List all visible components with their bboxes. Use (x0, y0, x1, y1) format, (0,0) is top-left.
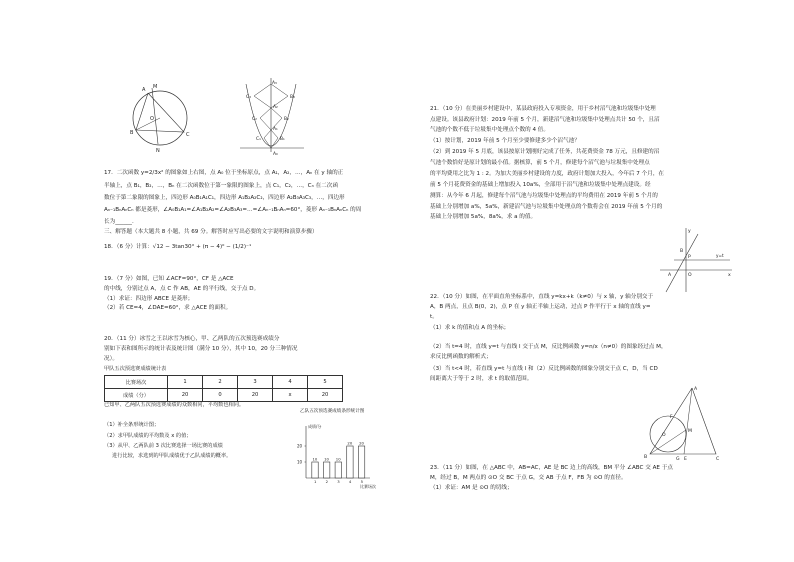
q23-line2: M，经过 B，M 两点的 ⊙O 交 BC 于点 G，交 AB 于点 F，FB 为 ⊙O 的直径。 (430, 475, 627, 481)
chart-bar (323, 462, 329, 478)
table-cell: 1 (168, 376, 203, 389)
chart-bar (347, 446, 353, 478)
triangle-circle-figure (642, 384, 722, 464)
coord-label-y: y (688, 229, 691, 234)
q19-line2: 的中线，分别过点 A，点 C 作 AB，AE 的平行线，交于点 D。 (104, 286, 260, 292)
q17-line3: 数位于第二象限的图象上，四边形 A₀B₁A₁C₁，四边形 A₁B₂A₂C₂，四边形 A₂B₃A₃C₃，…，四边形 (104, 195, 345, 201)
coord-label-a: A (668, 273, 672, 278)
q20-sub3b: 进行比较，求选到的甲队成绩优于乙队成绩的概率。 (112, 453, 232, 459)
score-table (104, 375, 343, 402)
coord-label-x: x (728, 273, 731, 278)
chart-xlabel: 比赛场次 (360, 484, 376, 489)
q20-after: 已知甲、乙两队五次预选赛成绩的众数相同，平均数也相同。 (104, 402, 245, 408)
chart-ytick-label: 10 (297, 459, 303, 465)
q18-text: 18．（6 分）计算：√12 − 3tan30° + (π − 4)⁰ − (1/2)⁻¹ (104, 244, 252, 250)
coord-label-yt: y=t (716, 253, 724, 258)
chart-bar (358, 446, 364, 478)
right-column (420, 0, 794, 562)
chart-bar-label: 10 (324, 456, 329, 462)
q22-sub1: （1）求 k 的值和点 A 的坐标； (430, 325, 510, 331)
table-cell: 20 (168, 389, 203, 402)
section3-heading: 三、解答题（本大题共 8 小题，共 69 分。解答时应写出必要的文字说明和演算步骤） (104, 229, 318, 235)
chart-bar-label: 20 (347, 440, 353, 446)
q22-line1: 22．（10 分）如图，在平面直角坐标系中，直线 y=kx+k（k≠0）与 x 轴，y 轴分别交于 (430, 294, 654, 300)
q17-line4: Aₙ₋₁BₙAₙCₙ 都是菱形，∠A₀B₁A₁=∠A₁B₂A₂=∠A₂B₃A₃=…=∠Aₙ₋₁BₙAₙ=60°，菱形 Aₙ₋₁BₙAₙCₙ 的周 (104, 207, 362, 213)
rhombus-label-a1: A₁ (273, 127, 278, 132)
coordinate-figure (656, 226, 736, 296)
chart-bar (312, 462, 318, 478)
table-cell: 0 (203, 389, 238, 402)
tri-label-b: B (644, 455, 648, 460)
circle-label-c: C (186, 132, 190, 138)
table-cell: x (273, 389, 308, 402)
circle-label-m: M (153, 84, 158, 90)
tri-label-o: O (662, 433, 666, 438)
tri-label-m: M (688, 429, 692, 434)
rhombus-label-c2: C₂ (252, 117, 257, 122)
tri-label-c: C (716, 457, 720, 462)
q17-line2: 半轴上，点 B₁，B₂，…，Bₙ 在二次函数位于第一象限的图象上，点 C₁，C₂，…，Cₙ 在二次函 (104, 183, 338, 189)
chart-bar-label: 20 (359, 440, 364, 446)
chart-x-tick-label: 5 (360, 479, 363, 484)
table-cell: 2 (203, 376, 238, 389)
rhombus-label-a3: A₃ (272, 81, 277, 86)
q21-sub2a: （2）到 2019 年 5 月底，该县按原计划刚好完成了任务，共花费资金 78 万元，且修建的沼 (430, 149, 660, 155)
q20-sub3: （3）从甲、乙两队前 3 次比赛选择一场比赛的成绩 (104, 443, 223, 449)
coord-label-o: O (688, 273, 692, 278)
coord-label-p: P (688, 255, 691, 260)
chart-x-tick-label: 4 (348, 479, 352, 484)
rhombus-label-b1: B₁ (280, 137, 285, 142)
score-table-data-row (105, 389, 343, 402)
parabola-rhombus-figure (238, 78, 308, 158)
tri-label-a: A (694, 387, 698, 392)
q22-line2: A，B 两点，且点 B(0，2)，点 P 在 y 轴正半轴上运动，过点 P 作平行于 x 轴的直线 y= (430, 304, 651, 310)
chart-bar-label: 10 (312, 456, 318, 462)
bar-chart (292, 416, 382, 489)
q23-line1: 23．（11 分）如图，在 △ABC 中，AB=AC，AE 是 BC 边上的高线，BM 平分 ∠ABC 交 AE 于点 (430, 465, 673, 471)
q21-sub2b: 气池个数恰好是原计划的最小值。据核算，前 5 个月，修建每个沼气池与垃圾集中处理点 (430, 160, 650, 166)
q20-sub1: （1）补全条形统计图； (104, 422, 160, 428)
table-cell: 成绩（分） (105, 389, 168, 402)
q21-sub2g: 基础上分别增加 5a%，8a%，求 a 的值。 (430, 214, 537, 220)
tri-label-f: F (670, 415, 673, 420)
q19-line4: （2）若 CE=4，∠DAE=60°，求 △ACE 的面积。 (104, 305, 232, 311)
rhombus-label-b2: B₂ (284, 117, 289, 122)
chart-title: 乙队五次预选赛成绩条形统计图 (300, 409, 365, 414)
q20-sub2: （2）求甲队成绩的平均数及 x 的值； (104, 433, 192, 439)
coord-label-b: B (680, 249, 684, 254)
table-cell: 20 (308, 389, 343, 402)
circle-label-b: B (130, 130, 134, 136)
circle-label-a: A (142, 87, 146, 93)
q20-line1: 20．（11 分）冰雪之王以冰雪为核心，甲、乙两队的五次预选赛成绩分 (104, 336, 280, 342)
chart-x-tick-label: 1 (314, 479, 317, 484)
q22-sub2a: （2）当 t=4 时，直线 y=t 与直线 l 交于点 M，反比例函数 y=n/x（n≠0）的图象经过点 M， (430, 344, 667, 350)
tri-label-e: E (684, 457, 687, 462)
q21-sub1: （1）按计划，2019 年前 5 个月至少要修建多少个沼气池？ (430, 138, 580, 144)
rhombus-label-a0: A₀ (273, 152, 278, 157)
q22-line3: t。 (430, 314, 438, 320)
q21-sub2e: 测算：从今年 6 月起，修建每个沼气池与垃圾集中处理点的平均费用在 2019 年前 5 个月的 (430, 193, 658, 199)
score-table-title: 甲队五次预选赛成绩统计表 (104, 366, 167, 372)
circle-label-n: N (156, 148, 160, 154)
q22-sub3b: 间距离大于等于 2 时，求 t 的取值范围。 (430, 376, 533, 382)
chart-x-tick-label: 3 (337, 479, 340, 484)
table-cell: 20 (238, 389, 273, 402)
q20-line3: 况）。 (104, 356, 118, 362)
q21-line3: 气池的个数不低于垃圾集中处理点个数的 4 倍。 (430, 127, 549, 133)
table-cell: 比赛场次 (105, 376, 168, 389)
rhombus-label-c1: C₁ (256, 137, 261, 142)
q19-line1: 19．（7 分）如图，已知 ∠ACF=90°，CF 是 △ACE (104, 276, 234, 282)
rhombus-label-c3: C₃ (246, 95, 251, 100)
q19-line3: （1）求证：四边形 ABCE 是菱形； (104, 296, 194, 302)
table-cell: 4 (273, 376, 308, 389)
circle-figure (126, 84, 206, 164)
circle-label-o: O (150, 116, 154, 122)
table-cell: 3 (238, 376, 273, 389)
q21-sub2d: 前 5 个月花费资金的基础上增加投入 10a%，全部用于沼气池和垃圾集中处理点建设。经 (430, 182, 651, 188)
q21-sub2c: 的平均费用之比为 1 : 2。为加大美丽乡村建设的力度，政府计划加大投入，今年后 7 个月，在 (430, 171, 665, 177)
rhombus-label-a2: A₂ (273, 105, 278, 110)
tri-label-g: G (676, 457, 680, 462)
q22-sub3a: （3）当 t<4 时，若直线 y=t 与直线 l 和（2）反比例函数的图象分别交于点 C，D，当 CD (430, 366, 658, 372)
table-cell: 5 (308, 376, 343, 389)
rhombus-label-b3: B₃ (290, 95, 295, 100)
q22-sub2b: 求反比例函数的解析式； (430, 354, 492, 360)
q17-line1: 17．二次函数 y=2/3x² 的图象如上右图，点 A₀ 位于坐标原点，点 A₁，A₂，…，Aₙ 在 y 轴的正 (104, 170, 344, 176)
chart-ytick-label: 20 (297, 443, 303, 449)
q17-line5: 长为______. (104, 219, 134, 225)
q20-line2: 别如下表和图所示的统计表及统计图（满分 10 分），其中 10，20 分三种情况 (104, 346, 298, 352)
chart-ylabel: 成绩/分 (308, 424, 322, 429)
score-table-header-row (105, 376, 343, 389)
q21-line1: 21．（10 分）在美丽乡村建设中，某县政府投入专项资金，用于乡村沼气池和垃圾集中处理 (430, 106, 656, 112)
q21-line2: 点建设。该县政府计划：2019 年前 5 个月，新建沼气池和垃圾集中处理点共计 50 个，且沼 (430, 117, 660, 123)
chart-bar (335, 462, 341, 478)
chart-x-tick-label: 2 (325, 479, 329, 484)
chart-bar-label: 10 (335, 456, 341, 462)
q21-sub2f: 基础上分别增加 a%，5a%，新建沼气池与垃圾集中处理点的个数将会在 2019 年前 5 个月的 (430, 204, 663, 210)
q23-line3: （1）求证：AM 是 ⊙O 的切线； (430, 485, 513, 491)
